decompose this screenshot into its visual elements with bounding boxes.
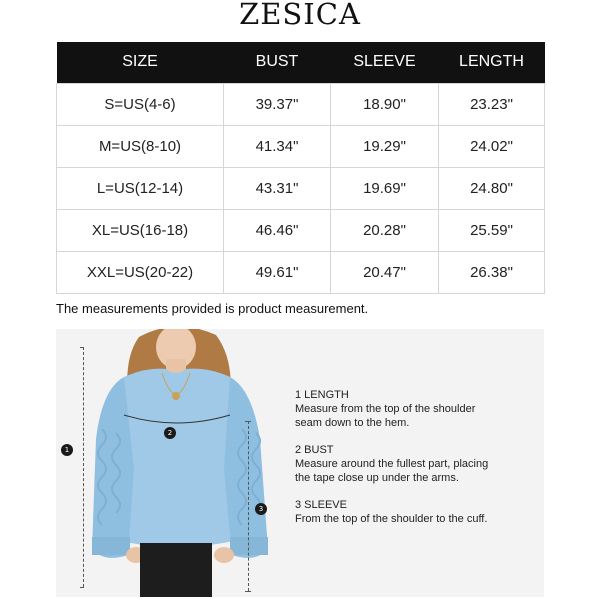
cell-bust: 41.34" bbox=[224, 125, 331, 167]
brand-logo: ZESICA bbox=[239, 0, 361, 31]
cell-length: 26.38" bbox=[439, 251, 545, 293]
cell-sleeve: 19.69" bbox=[331, 167, 439, 209]
cell-sleeve: 19.29" bbox=[331, 125, 439, 167]
size-chart-table bbox=[56, 42, 545, 294]
cell-length: 24.80" bbox=[439, 167, 545, 209]
cell-size: M=US(8-10) bbox=[57, 125, 224, 167]
guide-sleeve-heading: 3 SLEEVE bbox=[295, 499, 347, 511]
table-row bbox=[57, 251, 545, 293]
cell-bust: 39.37" bbox=[224, 83, 331, 125]
guide-bust-text: the tape close up under the arms. bbox=[295, 472, 459, 484]
table-row bbox=[57, 125, 545, 167]
table-row bbox=[57, 209, 545, 251]
cell-size: S=US(4-6) bbox=[57, 83, 224, 125]
sweater-model-photo bbox=[84, 329, 284, 597]
sleeve-bottom-cap bbox=[245, 591, 251, 592]
table-row bbox=[57, 167, 545, 209]
guide-length-heading: 1 LENGTH bbox=[295, 389, 349, 401]
table-row bbox=[57, 83, 545, 125]
sleeve-dimension-line bbox=[248, 421, 249, 591]
cell-bust: 46.46" bbox=[224, 209, 331, 251]
cell-sleeve: 20.28" bbox=[331, 209, 439, 251]
measurement-guide-panel bbox=[56, 329, 544, 597]
marker-2-badge: 2 bbox=[164, 427, 176, 439]
cell-size: XXL=US(20-22) bbox=[57, 251, 224, 293]
cell-length: 25.59" bbox=[439, 209, 545, 251]
cell-size: L=US(12-14) bbox=[57, 167, 224, 209]
guide-length-text: Measure from the top of the shoulder bbox=[295, 403, 476, 415]
cell-length: 24.02" bbox=[439, 125, 545, 167]
header-length: LENGTH bbox=[439, 42, 545, 83]
guide-bust bbox=[295, 443, 488, 485]
cell-bust: 43.31" bbox=[224, 167, 331, 209]
header-sleeve: SLEEVE bbox=[331, 42, 439, 83]
guide-bust-heading: 2 BUST bbox=[295, 444, 334, 456]
measurement-note: The measurements provided is product measurement. bbox=[56, 301, 369, 316]
cell-sleeve: 20.47" bbox=[331, 251, 439, 293]
guide-length-text: seam down to the hem. bbox=[295, 417, 410, 429]
marker-1-badge: 1 bbox=[61, 444, 73, 456]
marker-3-badge: 3 bbox=[255, 503, 267, 515]
guide-sleeve bbox=[295, 498, 487, 526]
header-bust: BUST bbox=[224, 42, 331, 83]
guide-bust-text: Measure around the fullest part, placing bbox=[295, 458, 489, 470]
cell-size: XL=US(16-18) bbox=[57, 209, 224, 251]
guide-length bbox=[295, 388, 475, 430]
cell-length: 23.23" bbox=[439, 83, 545, 125]
table-header-row bbox=[57, 42, 545, 83]
guide-sleeve-text: From the top of the shoulder to the cuff. bbox=[295, 513, 488, 525]
cell-sleeve: 18.90" bbox=[331, 83, 439, 125]
cell-bust: 49.61" bbox=[224, 251, 331, 293]
header-size: SIZE bbox=[57, 42, 224, 83]
